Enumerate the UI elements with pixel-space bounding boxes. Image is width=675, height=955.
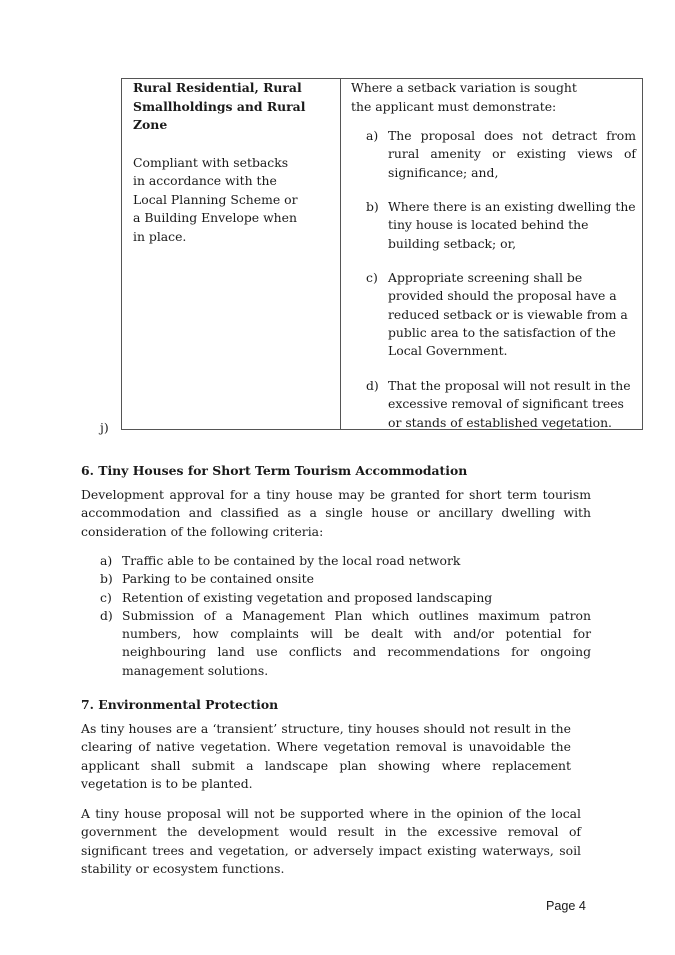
option-label: b) bbox=[366, 199, 379, 214]
table-column-divider bbox=[340, 79, 341, 429]
section-6-criteria-list bbox=[81, 552, 591, 680]
section-6-heading: 6. Tiny Houses for Short Term Tourism Accommodation bbox=[81, 463, 468, 478]
section-7-paragraph-1: As tiny houses are a ‘transient’ structure, tiny houses should not result in the clearing of native vegetation. Where vegetation removal is unavoidable the applicant shall submit a landscape plan showing where replacement vegetation is to be planted. bbox=[81, 721, 571, 791]
list-item bbox=[81, 589, 591, 607]
list-item-label: b) bbox=[100, 571, 113, 587]
option-text: The proposal does not detract from rural amenity or existing views of significance; and, bbox=[388, 128, 636, 180]
table-row-label: j) bbox=[100, 420, 109, 435]
option-label: c) bbox=[366, 270, 378, 285]
variation-intro: Where a setback variation is sought the applicant must demonstrate: bbox=[351, 80, 577, 114]
option-text: Appropriate screening shall be provided should the proposal have a reduced setback or is viewable from a public area to the satisfaction of the Local Government. bbox=[388, 270, 628, 359]
list-item bbox=[81, 570, 591, 588]
option-d bbox=[366, 377, 636, 432]
list-item bbox=[81, 607, 591, 680]
list-item bbox=[81, 552, 591, 570]
option-text: That the proposal will not result in the excessive removal of significant trees or stands of established vegetation. bbox=[388, 378, 631, 430]
option-b bbox=[366, 198, 636, 253]
list-item-label: c) bbox=[100, 589, 112, 605]
zone-setback-text: Compliant with setbacks in accordance with the Local Planning Scheme or a Building Envelope when in place. bbox=[133, 154, 298, 244]
table-left-cell bbox=[133, 79, 338, 246]
option-c bbox=[366, 269, 636, 360]
list-item-label: a) bbox=[100, 553, 113, 568]
option-label: a) bbox=[366, 128, 379, 143]
list-item-label: d) bbox=[100, 607, 113, 623]
list-item-text: Retention of existing vegetation and proposed landscaping bbox=[122, 589, 493, 605]
list-item-text: Traffic able to be contained by the local road network bbox=[122, 553, 461, 568]
section-7-paragraph-2: A tiny house proposal will not be supported where in the opinion of the local government the development would result in the excessive removal of significant trees and vegetation, or adversely impact existing waterways, soil stability or ecosystem functions. bbox=[81, 806, 581, 876]
page-number: Page 4 bbox=[546, 899, 586, 913]
list-item-text: Parking to be contained onsite bbox=[122, 571, 314, 587]
list-item-text: Submission of a Management Plan which outlines maximum patron numbers, how complaints will be dealt with and/or potential for neighbouring land use conflicts and recommendations for ongoing management solutions. bbox=[122, 607, 591, 678]
option-text: Where there is an existing dwelling the tiny house is located behind the building setback; or, bbox=[388, 199, 636, 251]
zone-title: Rural Residential, Rural Smallholdings and Rural Zone bbox=[133, 80, 306, 132]
section-6-intro: Development approval for a tiny house may be granted for short term tourism accommodation and classified as a single house or ancillary dwelling with consideration of the following criteria: bbox=[81, 487, 591, 539]
option-a bbox=[366, 127, 636, 182]
setback-table bbox=[121, 78, 643, 430]
section-7-heading: 7. Environmental Protection bbox=[81, 697, 279, 712]
option-label: d) bbox=[366, 378, 379, 393]
